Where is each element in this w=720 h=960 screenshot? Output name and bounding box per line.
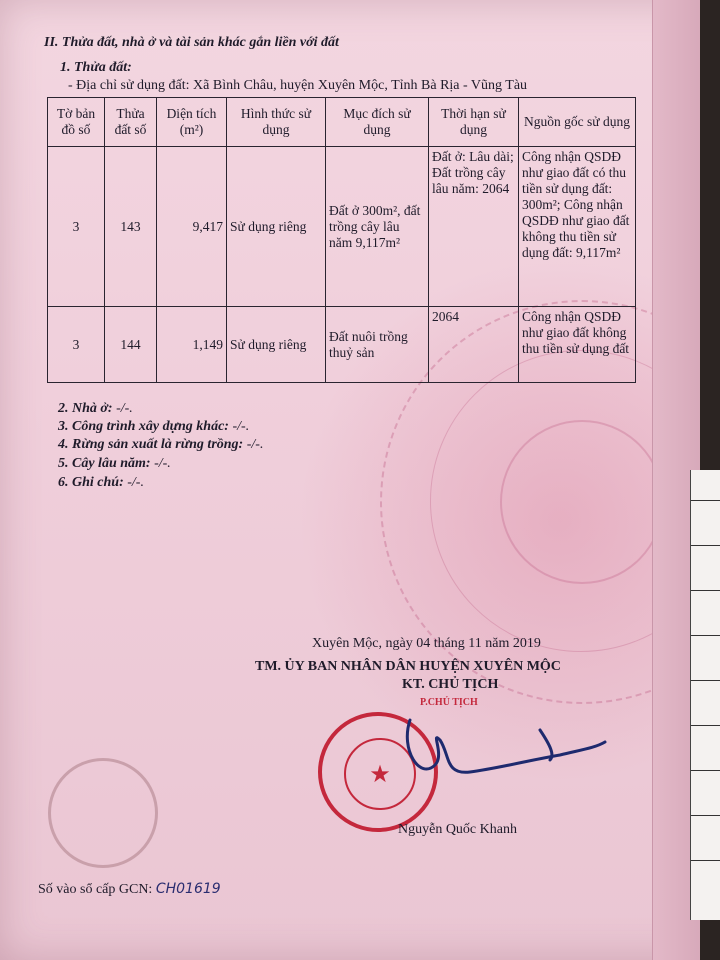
item-notes: 6. Ghi chú: -/-.	[58, 475, 144, 490]
table-row	[48, 147, 636, 307]
col-map-sheet: Tờ bản đồ số	[48, 98, 105, 147]
col-term: Thời hạn sử dụng	[429, 98, 519, 147]
item-perennial-trees: 5. Cây lâu năm: -/-.	[58, 456, 171, 471]
item-other-construction: 3. Công trình xây dựng khác: -/-.	[58, 419, 250, 434]
adjacent-sheet	[690, 470, 720, 920]
cell-purpose: Đất ở 300m², đất trồng cây lâu năm 9,117m²	[326, 147, 429, 307]
cell-area: 1,149	[157, 307, 227, 383]
col-origin: Nguồn gốc sử dụng	[519, 98, 636, 147]
issuing-organization: TM. ỦY BAN NHÂN DÂN HUYỆN XUYÊN MỘC	[255, 659, 561, 674]
col-area: Diện tích (m²)	[157, 98, 227, 147]
place-date: Xuyên Mộc, ngày 04 tháng 11 năm 2019	[312, 636, 541, 651]
faded-seal	[48, 758, 158, 868]
col-purpose: Mục đích sử dụng	[326, 98, 429, 147]
cell-form: Sử dụng riêng	[227, 147, 326, 307]
cell-map-sheet: 3	[48, 147, 105, 307]
cell-purpose: Đất nuôi trồng thuỷ sản	[326, 307, 429, 383]
address-label: Địa chỉ sử dụng đất:	[76, 78, 190, 93]
handwritten-signature	[390, 710, 620, 790]
item-house: 2. Nhà ở: -/-.	[58, 401, 133, 416]
land-heading: 1. Thửa đất:	[60, 60, 132, 75]
table-header-row	[48, 98, 636, 147]
address-value: Xã Bình Châu, huyện Xuyên Mộc, Tỉnh Bà Rịa - Vũng Tàu	[193, 78, 528, 93]
cell-map-sheet: 3	[48, 307, 105, 383]
cell-term: Đất ở: Lâu dài; Đất trồng cây lâu năm: 2064	[429, 147, 519, 307]
registry-number: Số vào sổ cấp GCN: CH01619	[38, 881, 221, 897]
table-row	[48, 307, 636, 383]
cell-term: 2064	[429, 307, 519, 383]
stamp-title: P.CHỦ TỊCH	[420, 697, 478, 708]
col-parcel: Thửa đất số	[105, 98, 157, 147]
cell-origin: Công nhận QSDĐ như giao đất không thu tiền sử dụng đất	[519, 307, 636, 383]
signer-title: KT. CHỦ TỊCH	[402, 677, 499, 692]
cell-origin: Công nhận QSDĐ như giao đất có thu tiền sử dụng đất: 300m²; Công nhận QSDĐ như giao đất không thu tiền sử dụng đất: 9,117m²	[519, 147, 636, 307]
cell-parcel: 144	[105, 307, 157, 383]
cell-parcel: 143	[105, 147, 157, 307]
item-plantation-forest: 4. Rừng sản xuất là rừng trồng: -/-.	[58, 437, 264, 452]
cell-form: Sử dụng riêng	[227, 307, 326, 383]
background-drum-center	[500, 420, 664, 584]
land-table	[47, 97, 636, 383]
star-icon: ★	[369, 762, 391, 788]
land-address-row: - Địa chỉ sử dụng đất: Xã Bình Châu, huyện Xuyên Mộc, Tỉnh Bà Rịa - Vũng Tàu	[68, 78, 528, 93]
cell-area: 9,417	[157, 147, 227, 307]
col-form: Hình thức sử dụng	[227, 98, 326, 147]
section-title: II. Thửa đất, nhà ở và tài sản khác gắn liền với đất	[44, 35, 339, 50]
signer-name: Nguyễn Quốc Khanh	[398, 822, 517, 837]
